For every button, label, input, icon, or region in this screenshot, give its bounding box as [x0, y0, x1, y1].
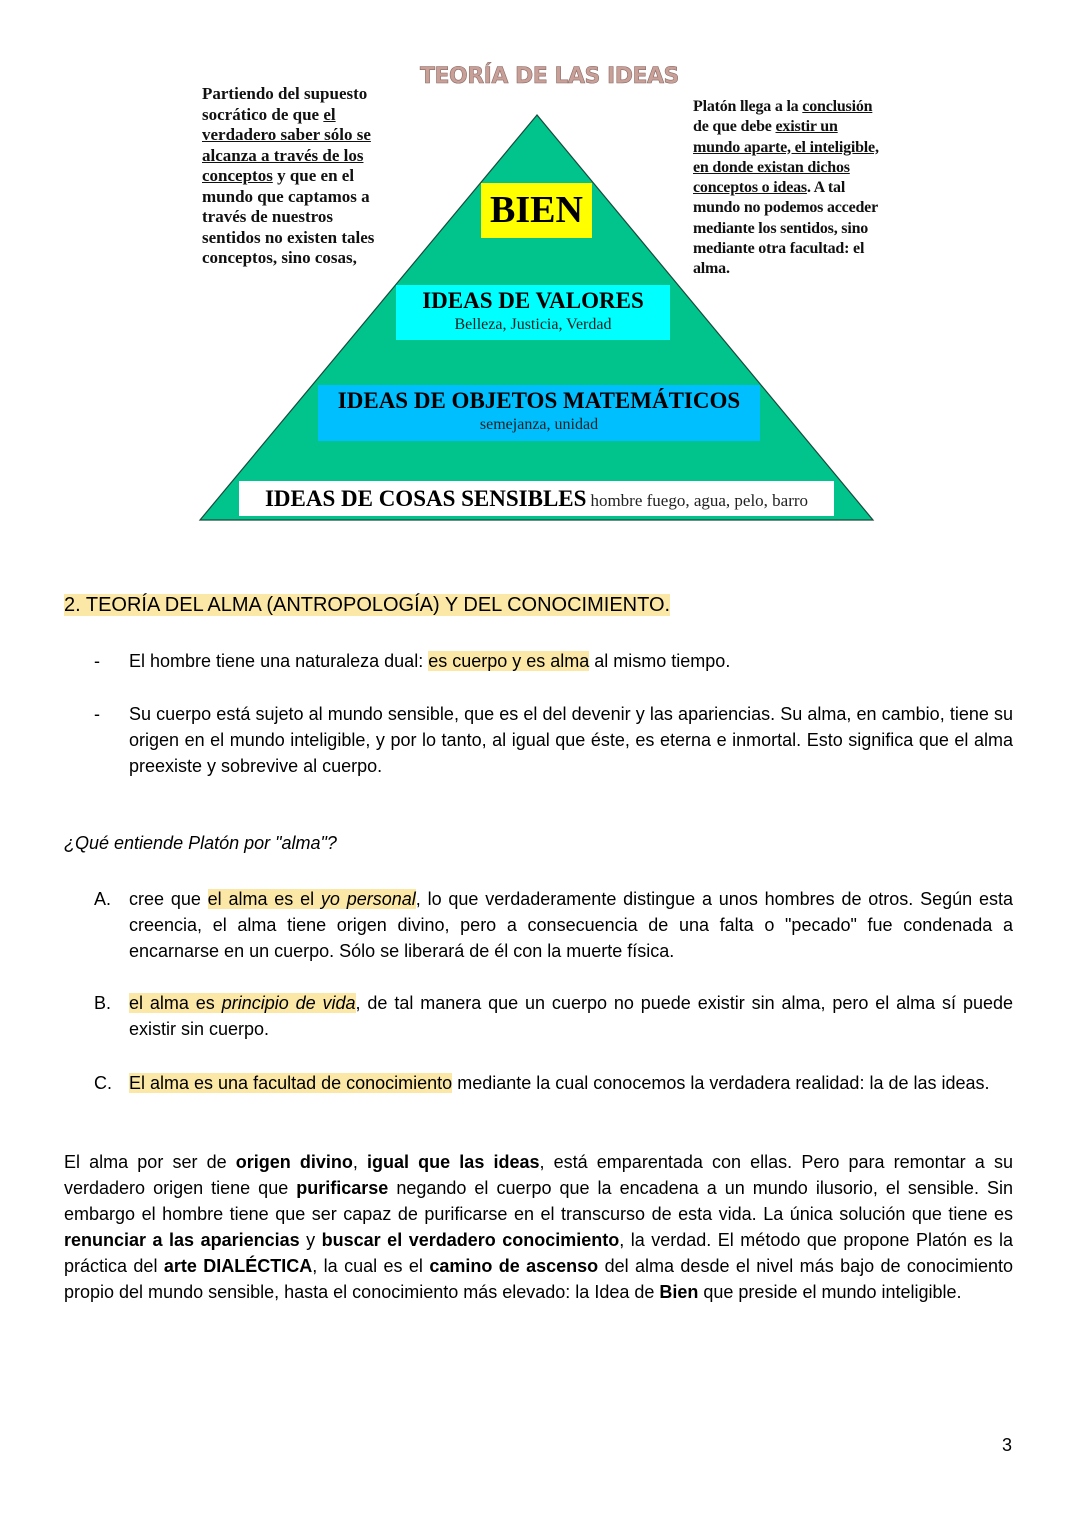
left-annotation: Partiendo del supuesto socrático de que el verdadero saber sólo se alcanza a través de los conceptos y que en el mundo que captamos a través de nuestros sentidos no existen tales conceptos, sino cosas,	[202, 84, 375, 267]
level-valores	[396, 285, 670, 340]
level-matematicos	[318, 385, 760, 441]
list-item: C. El alma es una facultad de conocimiento mediante la cual conocemos la verdadera realidad: la de las ideas.	[94, 1073, 990, 1093]
level-examples: semejanza, unidad	[479, 416, 599, 433]
level-title: IDEAS DE OBJETOS MATEMÁTICOS	[337, 388, 741, 413]
section-heading: 2. TEORÍA DEL ALMA (ANTROPOLOGÍA) Y DEL CONOCIMIENTO.	[64, 594, 671, 616]
level-examples: hombre fuego, agua, pelo, barro	[590, 491, 809, 510]
list-item: B. el alma es principio de vida, de tal manera que un cuerpo no puede existir sin alma, pero el alma sí puede existir sin cuerpo.	[94, 993, 1013, 1039]
level-sensibles	[239, 481, 834, 516]
diagram-title: TEORÍA DE LAS IDEAS	[420, 64, 679, 89]
list-item: A. cree que el alma es el yo personal, lo que verdaderamente distingue a unos hombres de otros. Según esta creencia, el alma tiene origen divino, pero a consecuencia de una falta o "pecado" fue condenada a encarnarse en un cuerpo. Sólo se liberará de él con la muerte física.	[94, 889, 1013, 961]
level-bien: BIEN	[481, 183, 592, 238]
page-number: 3	[1002, 1435, 1013, 1455]
bullet-item: - El hombre tiene una naturaleza dual: es cuerpo y es alma al mismo tiempo.	[94, 651, 731, 671]
level-title: IDEAS DE VALORES	[422, 288, 644, 313]
body-paragraph: El alma por ser de origen divino, igual que las ideas, está emparentada con ellas. Pero para remontar a su verdadero origen tiene que purificarse negando el cuerpo que la encadena a un mundo ilusorio, el sensible. Sin embargo el hombre tiene que ser capaz de purificarse en el transcurso de esta vida. La única solución que tiene es renunciar a las apariencias y buscar el verdadero conocimiento, la verdad. El método que propone Platón es la práctica del arte DIALÉCTICA, la cual es el camino de ascenso del alma desde el nivel más bajo de conocimiento propio del mundo sensible, hasta el conocimiento más elevado: la Idea de Bien que preside el mundo inteligible.	[64, 1152, 1013, 1302]
question-heading: ¿Qué entiende Platón por "alma"?	[64, 833, 337, 853]
bullet-item: - Su cuerpo está sujeto al mundo sensible, que es el del devenir y las apariencias. Su alma, en cambio, tiene su origen en el mundo inteligible, y por lo tanto, al igual que éste, es eterna e inmortal. Esto significa que el alma preexiste y sobrevive al cuerpo.	[94, 704, 1013, 776]
right-annotation: Platón llega a la conclusión de que debe existir un mundo aparte, el inteligible, en donde existan dichos conceptos o ideas. A tal mundo no podemos acceder mediante los sentidos, sino mediante otra facultad: el alma.	[693, 98, 879, 278]
level-examples: Belleza, Justicia, Verdad	[454, 316, 612, 333]
level-title: IDEAS DE COSAS SENSIBLES	[264, 486, 587, 511]
